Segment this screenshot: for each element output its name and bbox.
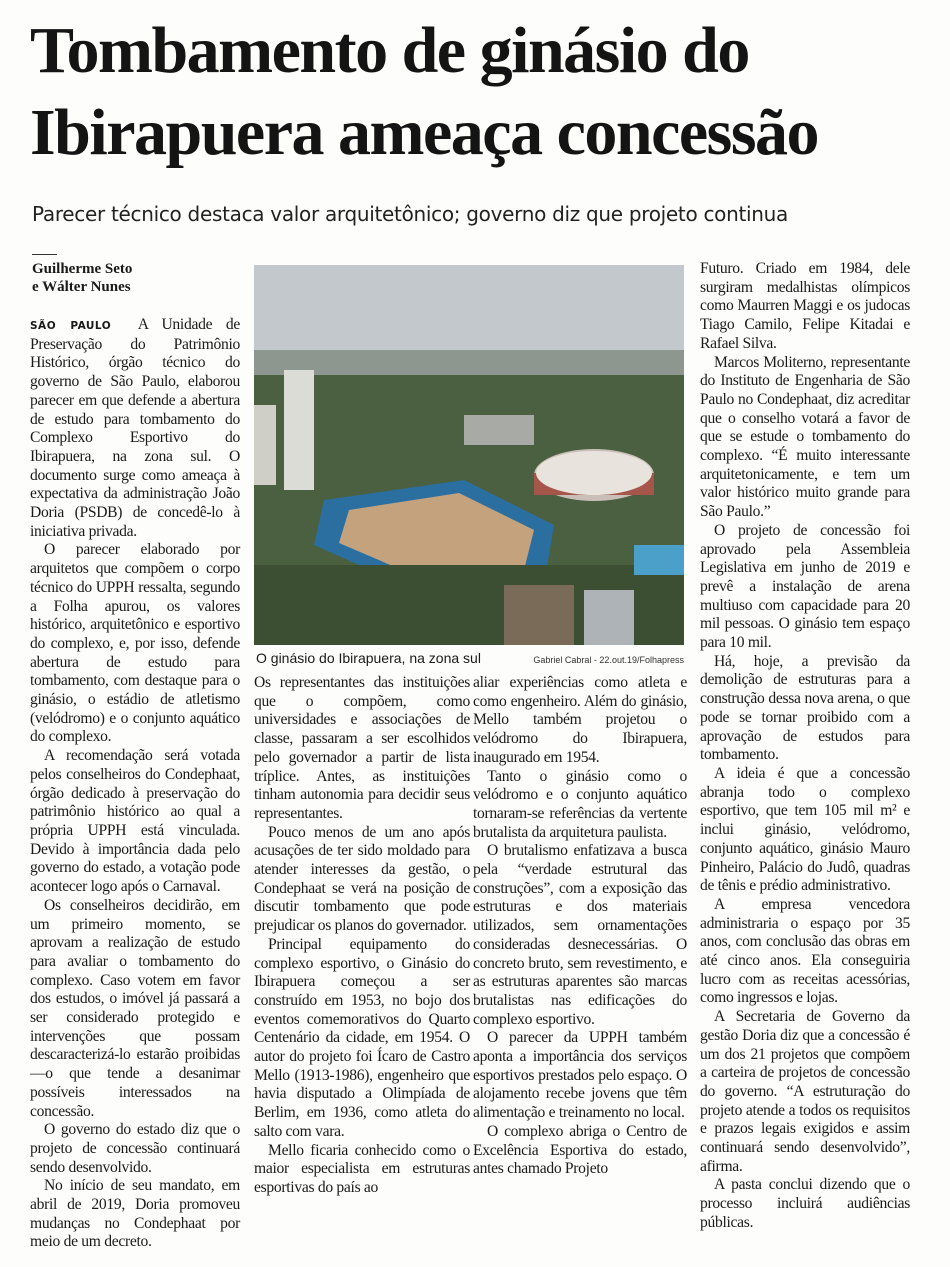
author-1: Guilherme Seto — [32, 261, 133, 277]
stadium-aerial-image — [254, 265, 684, 645]
photo-caption-bar — [256, 648, 684, 670]
paragraph: O complexo abriga o Centro de Excelência Esportiva do estado, antes chamado Projeto — [473, 1122, 687, 1178]
subtitle: Parecer técnico destaca valor arquitetônico; governo diz que projeto continua — [32, 202, 788, 226]
paragraph: A empresa vencedora administraria o espaço por 35 anos, com conclusão das obras em até cinco anos. Ela conseguiria lucro com as receitas acessórias, como ingressos e lojas. — [700, 895, 910, 1007]
paragraph: Tanto o ginásio como o velódromo e o conjunto aquático tornaram-se referências da vertente brutalista da arquitetura paulista. — [473, 767, 687, 841]
paragraph: A Secretaria de Governo da gestão Doria diz que a concessão é um dos 21 projetos que compõem a carteira de projetos de concessão do governo. “A estruturação do projeto atende a todos os requisitos e prazos legais exigidos e assim continuará sendo desenvolvido”, afirma. — [700, 1008, 910, 1175]
byline — [32, 260, 132, 296]
paragraph — [30, 316, 240, 541]
article-column-4 — [700, 260, 910, 1233]
paragraph: No início de seu mandato, em abril de 2019, Doria promoveu mudanças no Condephaat por meio de um decreto. — [30, 1177, 240, 1251]
article-column-2 — [254, 674, 470, 1198]
byline-rule — [32, 254, 57, 255]
paragraph: Principal equipamento do complexo esportivo, o Ginásio do Ibirapuera começou a ser construído em 1953, no bojo dos eventos comemorativos do Quarto Centenário da cidade, em 1954. O autor do projeto foi Ícaro de Castro Mello (1913-1986), engenheiro que havia disputado a Olimpíada de Berlim, em 1936, como atleta do salto com vara. — [254, 935, 470, 1140]
photo-caption: O ginásio do Ibirapuera, na zona sul — [256, 650, 481, 666]
paragraph: Pouco menos de um ano após acusações de ter sido moldado para atender interesses da gestão, o Condephaat se verá na posição de discutir tombamento que pode prejudicar os planos do governador. — [254, 823, 470, 935]
paragraph: A recomendação será votada pelos conselheiros do Condephaat, órgão dedicado à preservação do patrimônio histórico ao qual a própria UPPH está vinculada. Devido à importância dada pelo governo do estado, a votação pode acontecer logo após o Carnaval. — [30, 747, 240, 896]
headline: Tombamento de ginásio do Ibirapuera ameaça concessão — [30, 14, 819, 169]
paragraph-text: A Unidade de Preservação do Patrimônio Histórico, órgão técnico do governo de São Paulo, elaborou parecer em que defende a abertura de estudo para tombamento do Complexo Esportivo do Ibirapuera, na zona sul. O documento surge como ameaça à expectativa da administração João Doria (PSDB) de concedê-lo à iniciativa privada. — [30, 316, 240, 540]
dateline: SÃO PAULO — [30, 320, 112, 332]
paragraph: Os representantes das instituições que o compõem, como universidades e associações de classe, passaram a ser escolhidos pelo governador a partir de lista tríplice. Antes, as instituições tinham autonomia para decidir seus representantes. — [254, 674, 470, 822]
paragraph: Marcos Moliterno, representante do Instituto de Engenharia de São Paulo no Condephaat, diz acreditar que o conselho votará a favor de que se estude o tombamento do complexo. “É muito interessante arquitetonicamente, e tem um valor histórico muito grande para São Paulo.” — [700, 353, 910, 521]
paragraph: O governo do estado diz que o projeto de concessão continuará sendo desenvolvido. — [30, 1121, 240, 1176]
paragraph: O parecer elaborado por arquitetos que compõem o corpo técnico do UPPH ressalta, segundo a Folha apurou, os valores histórico, arquitetônico e esportivo do complexo, e, por isso, defende abertura de estudo para tombamento, com destaque para o ginásio, o estádio de atletismo (velódromo) e o conjunto aquático do complexo. — [30, 541, 240, 746]
paragraph: O brutalismo enfatizava a busca pela “verdade estrutural das construções”, com a exposição das estruturas e dos materiais utilizados, sem ornamentações consideradas desnecessárias. O concreto bruto, sem revestimento, e as estruturas aparentes são marcas brutalistas nas edificações do complexo esportivo. — [473, 842, 687, 1028]
paragraph: Mello ficaria conhecido como o maior especialista em estruturas esportivas do país ao — [254, 1141, 470, 1196]
paragraph: A pasta conclui dizendo que o processo incluirá audiências públicas. — [700, 1176, 910, 1231]
paragraph: O parecer da UPPH também aponta a importância dos serviços esportivos prestados pelo espaço. O alojamento recebe jovens que têm alimentação e treinamento no local. — [473, 1029, 687, 1122]
paragraph: Os conselheiros decidirão, em um primeiro momento, se aprovam a realização de estudo para avaliar o tombamento do complexo. Caso votem em favor dos estudos, o imóvel já passará a ser considerado protegido e intervenções que possam descaracterizá-lo estarão proibidas —o que tende a desanimar possíveis interessados na concessão. — [30, 896, 240, 1120]
photo-credit: Gabriel Cabral - 22.out.19/Folhapress — [533, 655, 684, 665]
paragraph: O projeto de concessão foi aprovado pela Assembleia Legislativa em junho de 2019 e prevê a instalação de arena multiuso com capacidade para 20 mil pessoas. O ginásio tem espaço para 10 mil. — [700, 521, 910, 652]
article-column-1 — [30, 316, 240, 1252]
paragraph: Futuro. Criado em 1984, dele surgiram medalhistas olímpicos como Maurren Maggi e os judocas Tiago Camilo, Felipe Kitadai e Rafael Silva. — [700, 260, 910, 352]
paragraph: aliar experiências como atleta e como engenheiro. Além do ginásio, Mello também projetou o velódromo do Ibirapuera, inaugurado em 1954. — [473, 674, 687, 766]
article-photo — [254, 265, 684, 645]
paragraph: A ideia é que a concessão abranja todo o complexo esportivo, que tem 105 mil m² e inclui ginásio, velódromo, conjunto aquático, ginásio Mauro Pinheiro, Palácio do Judô, quadras de tênis e prédio administrativo. — [700, 764, 910, 895]
article-column-3 — [473, 674, 687, 1179]
author-2: e Wálter Nunes — [32, 279, 131, 295]
paragraph: Há, hoje, a previsão da demolição de estruturas para a construção dessa nova arena, o que pode se tornar proibido com a aprovação de estudos para tombamento. — [700, 652, 910, 764]
